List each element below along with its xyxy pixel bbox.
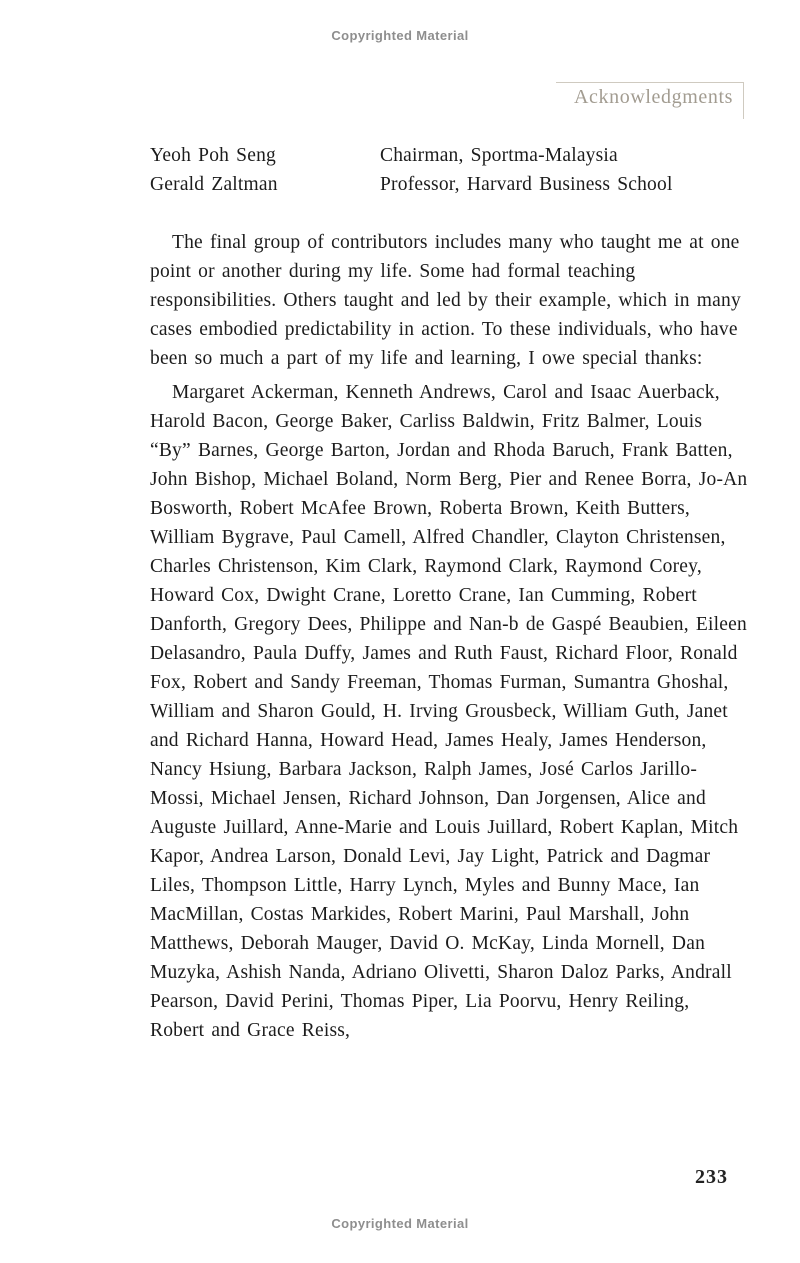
copyright-notice-top: Copyrighted Material xyxy=(331,28,469,43)
names-paragraph: Margaret Ackerman, Kenneth Andrews, Carol and Isaac Auerback, Harold Bacon, George Baker, Carliss Baldwin, Fritz Balmer, Louis “By” Barnes, George Barton, Jordan and Rhoda Baruch, Frank Batten, John Bishop, Michael Boland, Norm Berg, Pier and Renee Borra, Jo-An Bosworth, Robert McAfee Brown, Roberta Brown, Keith Butters, William Bygrave, Paul Camell, Alfred Chandler, Clayton Christensen, Charles Christenson, Kim Clark, Raymond Clark, Raymond Corey, Howard Cox, Dwight Crane, Loretto Crane, Ian Cumming, Robert Danforth, Gregory Dees, Philippe and Nan-b de Gaspé Beaubien, Eileen Delasandro, Paula Duffy, James and Ruth Faust, Richard Floor, Ronald Fox, Robert and Sandy Freeman, Thomas Furman, Sumantra Ghoshal, William and Sharon Gould, H. Irving Grousbeck, William Guth, Janet and Richard Hanna, Howard Head, James Healy, James Henderson, Nancy Hsiung, Barbara Jackson, Ralph James, José Carlos Jarillo-Mossi, Michael Jensen, Richard Johnson, Dan Jorgensen, Alice and Auguste Juillard, Anne-Marie and Louis Juillard, Robert Kaplan, Mitch Kapor, Andrea Larson, Donald Levi, Jay Light, Patrick and Dagmar Liles, Thompson Little, Harry Lynch, Myles and Bunny Mace, Ian MacMillan, Costas Markides, Robert Marini, Paul Marshall, John Matthews, Deborah Mauger, David O. McKay, Linda Mornell, Dan Muzyka, Ashish Nanda, Adriano Olivetti, Sharon Daloz Parks, Andrall Pearson, David Perini, Thomas Piper, Lia Poorvu, Henry Reiling, Robert and Grace Reiss, xyxy=(150,382,748,1041)
contributor-list xyxy=(150,141,750,199)
chapter-header xyxy=(556,82,744,119)
chapter-header-label: Acknowledgments xyxy=(574,86,733,108)
intro-paragraph: The final group of contributors includes many who taught me at one point or another during my life. Some had formal teaching responsibilities. Others taught and led by their example, which in many cases embodied predictability in action. To these individuals, who have been so much a part of my life and learning, I owe special thanks: xyxy=(150,232,741,369)
contributor-title: Chairman, Sportma-Malaysia xyxy=(380,145,618,166)
contributor-row xyxy=(150,141,750,170)
contributor-title: Professor, Harvard Business School xyxy=(380,174,673,195)
contributor-name: Yeoh Poh Seng xyxy=(150,145,276,166)
contributor-name: Gerald Zaltman xyxy=(150,174,278,195)
page-number: 233 xyxy=(695,1166,728,1188)
page-body xyxy=(150,141,750,1045)
copyright-notice-bottom: Copyrighted Material xyxy=(331,1216,469,1231)
acknowledgments-text xyxy=(150,228,750,1045)
contributor-row xyxy=(150,170,750,199)
